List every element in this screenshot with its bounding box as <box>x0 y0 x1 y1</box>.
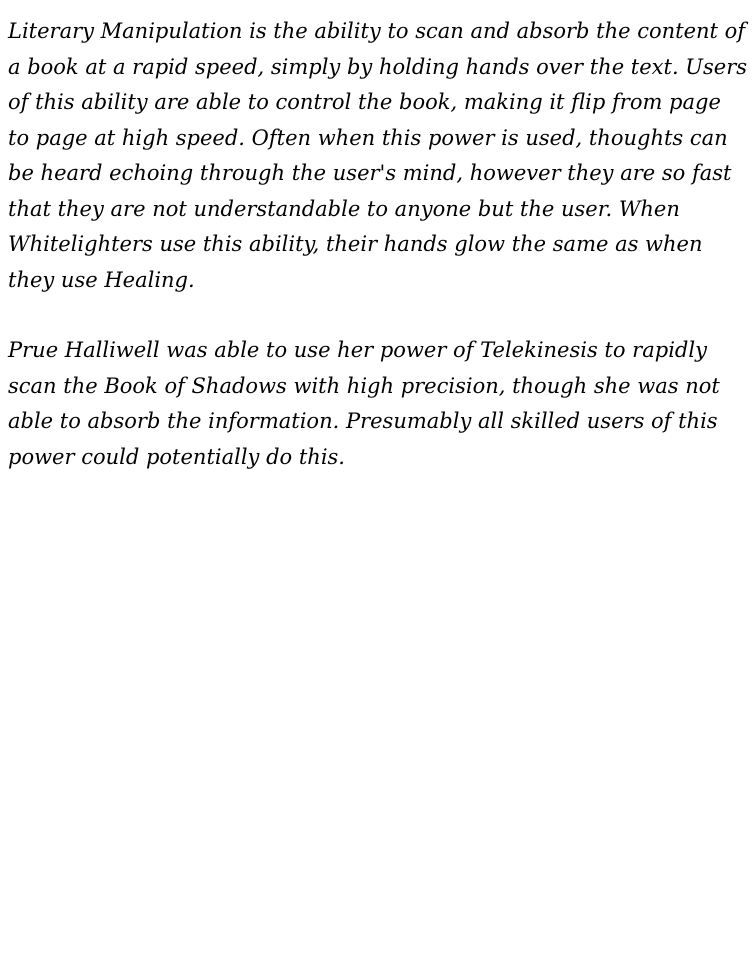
document-body <box>8 14 748 475</box>
paragraph-literary-manipulation: Literary Manipulation is the ability to scan and absorb the content of a book at a rapid speed, simply by holding hands over the text. Users of this ability are able to control the book, making it flip from page to page at high speed. Often when this power is used, thoughts can be heard echoing through the user's mind, however they are so fast that they are not understandable to anyone but the user. When Whitelighters use this ability, their hands glow the same as when they use Healing. <box>8 19 748 292</box>
paragraph-prue-halliwell: Prue Halliwell was able to use her power of Telekinesis to rapidly scan the Book of Shadows with high precision, though she was not able to absorb the information. Presumably all skilled users of this power could potentially do this. <box>8 338 720 469</box>
